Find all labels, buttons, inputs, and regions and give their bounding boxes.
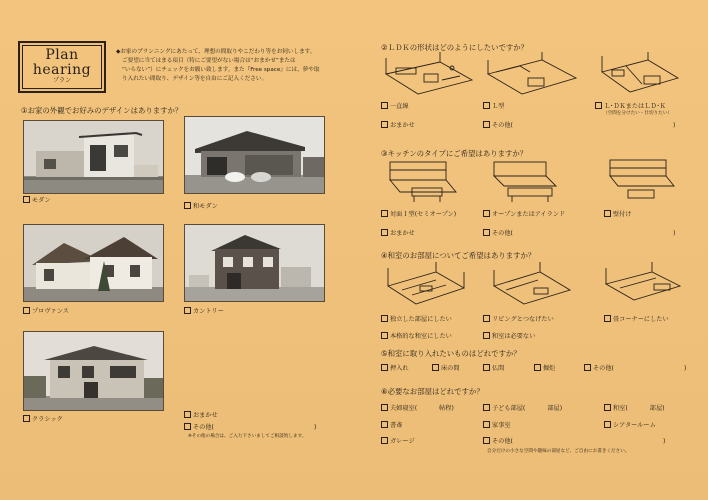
classic-house-photo [23,331,164,411]
q6-option-other[interactable]: その他( ) [483,436,665,445]
intro-line: ◆お家のプランニングにあたって、理想の間取りやこだわり等をお伺いします。 [116,49,316,55]
q6-option-kids-room[interactable]: 子ども部屋( 部屋) [483,403,562,412]
checkbox[interactable] [483,332,490,339]
checkbox[interactable] [381,315,388,322]
q2-option-separated[interactable]: Ｌ･ＤＫまたはＬＤ･Ｋ [595,101,666,110]
q6-option-housework[interactable]: 家事室 [483,420,511,429]
option-classic[interactable]: クラシック [23,414,63,423]
option-wa-modern[interactable]: 和モダン [184,201,218,210]
checkbox[interactable] [604,315,611,322]
q2-option-other[interactable]: その他( ) [483,120,675,129]
option-modern[interactable]: モダン [23,195,51,204]
checkbox[interactable] [483,229,490,236]
checkbox[interactable] [381,332,388,339]
checkbox[interactable] [23,307,30,314]
q2-option-l-shape[interactable]: Ｌ型 [483,101,504,110]
checkbox[interactable] [381,102,388,109]
checkbox[interactable] [381,404,388,411]
plan-hearing-logo [18,41,106,93]
q5-option-oshiire[interactable]: 押入れ [381,363,409,372]
q3-option-omakase[interactable]: おまかせ [381,228,415,237]
checkbox[interactable] [381,364,388,371]
intro-text [116,48,348,84]
q5-option-horigotatsu[interactable]: 掘炬 [534,363,555,372]
q1-option-omakase[interactable]: おまかせ [184,410,218,419]
q1-option-other[interactable]: その他( ) [184,422,316,431]
q5-option-tokonoma[interactable]: 床の間 [432,363,460,372]
modern-house-photo [23,120,164,194]
checkbox[interactable] [23,415,30,422]
intro-line: ご要望に当てはまる項目（特にご要望がない場合は“おまかせ”または [122,58,296,64]
q4-option-connect-living[interactable]: リビングとつなげたい [483,314,554,323]
checkbox[interactable] [483,421,490,428]
checkbox[interactable] [584,364,591,371]
checkbox[interactable] [184,202,191,209]
intro-line: り入れたい間取り、デザイン等を自由にご記入ください。 [122,76,268,82]
q4-option-independent[interactable]: 独立した部屋にしたい [381,314,452,323]
checkbox[interactable] [604,404,611,411]
checkbox[interactable] [184,307,191,314]
checkbox[interactable] [381,229,388,236]
q2-title: ②ＬＤＫの形状はどのようにしたいですか？ [381,43,529,52]
checkbox[interactable] [381,210,388,217]
q4-option-tatami-corner[interactable]: 畳コーナーにしたい [604,314,669,323]
checkbox[interactable] [483,315,490,322]
kitchen-type-sketches [384,158,684,204]
q4-title: ④和室のお部屋についてご希望はありますか？ [381,251,536,260]
checkbox[interactable] [604,421,611,428]
checkbox[interactable] [381,421,388,428]
checkbox[interactable] [483,437,490,444]
provence-house-photo [23,224,164,302]
logo-line2: hearing [32,62,92,78]
checkbox[interactable] [381,437,388,444]
country-house-photo [184,224,325,302]
option-country[interactable]: カントリー [184,306,224,315]
checkbox[interactable] [483,102,490,109]
wa-modern-house-photo [184,116,325,194]
option-provence[interactable]: プロヴァンス [23,306,69,315]
checkbox[interactable] [432,364,439,371]
logo-line1: Plan [45,47,79,63]
checkbox[interactable] [483,364,490,371]
q4-option-not-needed[interactable]: 和室は必要ない [483,331,535,340]
q6-option-theater[interactable]: シアタールーム [604,420,656,429]
checkbox[interactable] [604,210,611,217]
q4-option-authentic[interactable]: 本格的な和室にしたい [381,331,452,340]
checkbox[interactable] [184,411,191,418]
q6-title: ⑥必要なお部屋はどれですか？ [381,387,484,396]
q3-option-other[interactable]: その他( ) [483,228,675,237]
checkbox[interactable] [23,196,30,203]
ldk-layout-sketches [380,52,680,100]
checkbox[interactable] [483,210,490,217]
q5-title: ⑤和室に取り入れたいものはどれですか？ [381,349,521,358]
checkbox[interactable] [381,121,388,128]
checkbox[interactable] [483,121,490,128]
q2-note: （空間を分けたい・仕切りたい） [603,111,672,116]
q6-option-bedroom[interactable]: 夫婦寝室( 帖程) [381,403,454,412]
intro-line: “いらない”）にチェックをお願い致します。また『Free space』には、夢や取 [122,67,320,73]
q6-note: 自分だけの小さな空間や趣味の部屋など、ご自由にお書きください。 [487,449,630,454]
checkbox[interactable] [483,404,490,411]
washitsu-sketches [384,262,684,310]
checkbox[interactable] [534,364,541,371]
checkbox[interactable] [184,423,191,430]
q3-option-wall[interactable]: 壁付け [604,209,632,218]
logo-sub: プラン [52,77,71,84]
q1-title: ①お家の外観でお好みのデザインはありますか？ [21,106,183,115]
q2-option-omakase[interactable]: おまかせ [381,120,415,129]
q5-option-other[interactable]: その他( ) [584,363,686,372]
q3-option-face-i[interactable]: 対面Ｉ型(セミオープン) [381,209,456,218]
q6-option-study[interactable]: 書斎 [381,420,402,429]
q6-option-washitsu[interactable]: 和室( 部屋) [604,403,665,412]
q3-option-open-island[interactable]: オープンまたはアイランド [483,209,565,218]
q1-note: ※その他の場合は、ご入力下さいましてご相談致します。 [188,434,307,439]
q5-option-butsuma[interactable]: 仏間 [483,363,504,372]
q2-option-straight[interactable]: 一直線 [381,101,409,110]
checkbox[interactable] [595,102,602,109]
q6-option-garage[interactable]: ガレージ [381,436,415,445]
q3-title: ③キッチンのタイプにご希望はありますか？ [381,149,528,158]
